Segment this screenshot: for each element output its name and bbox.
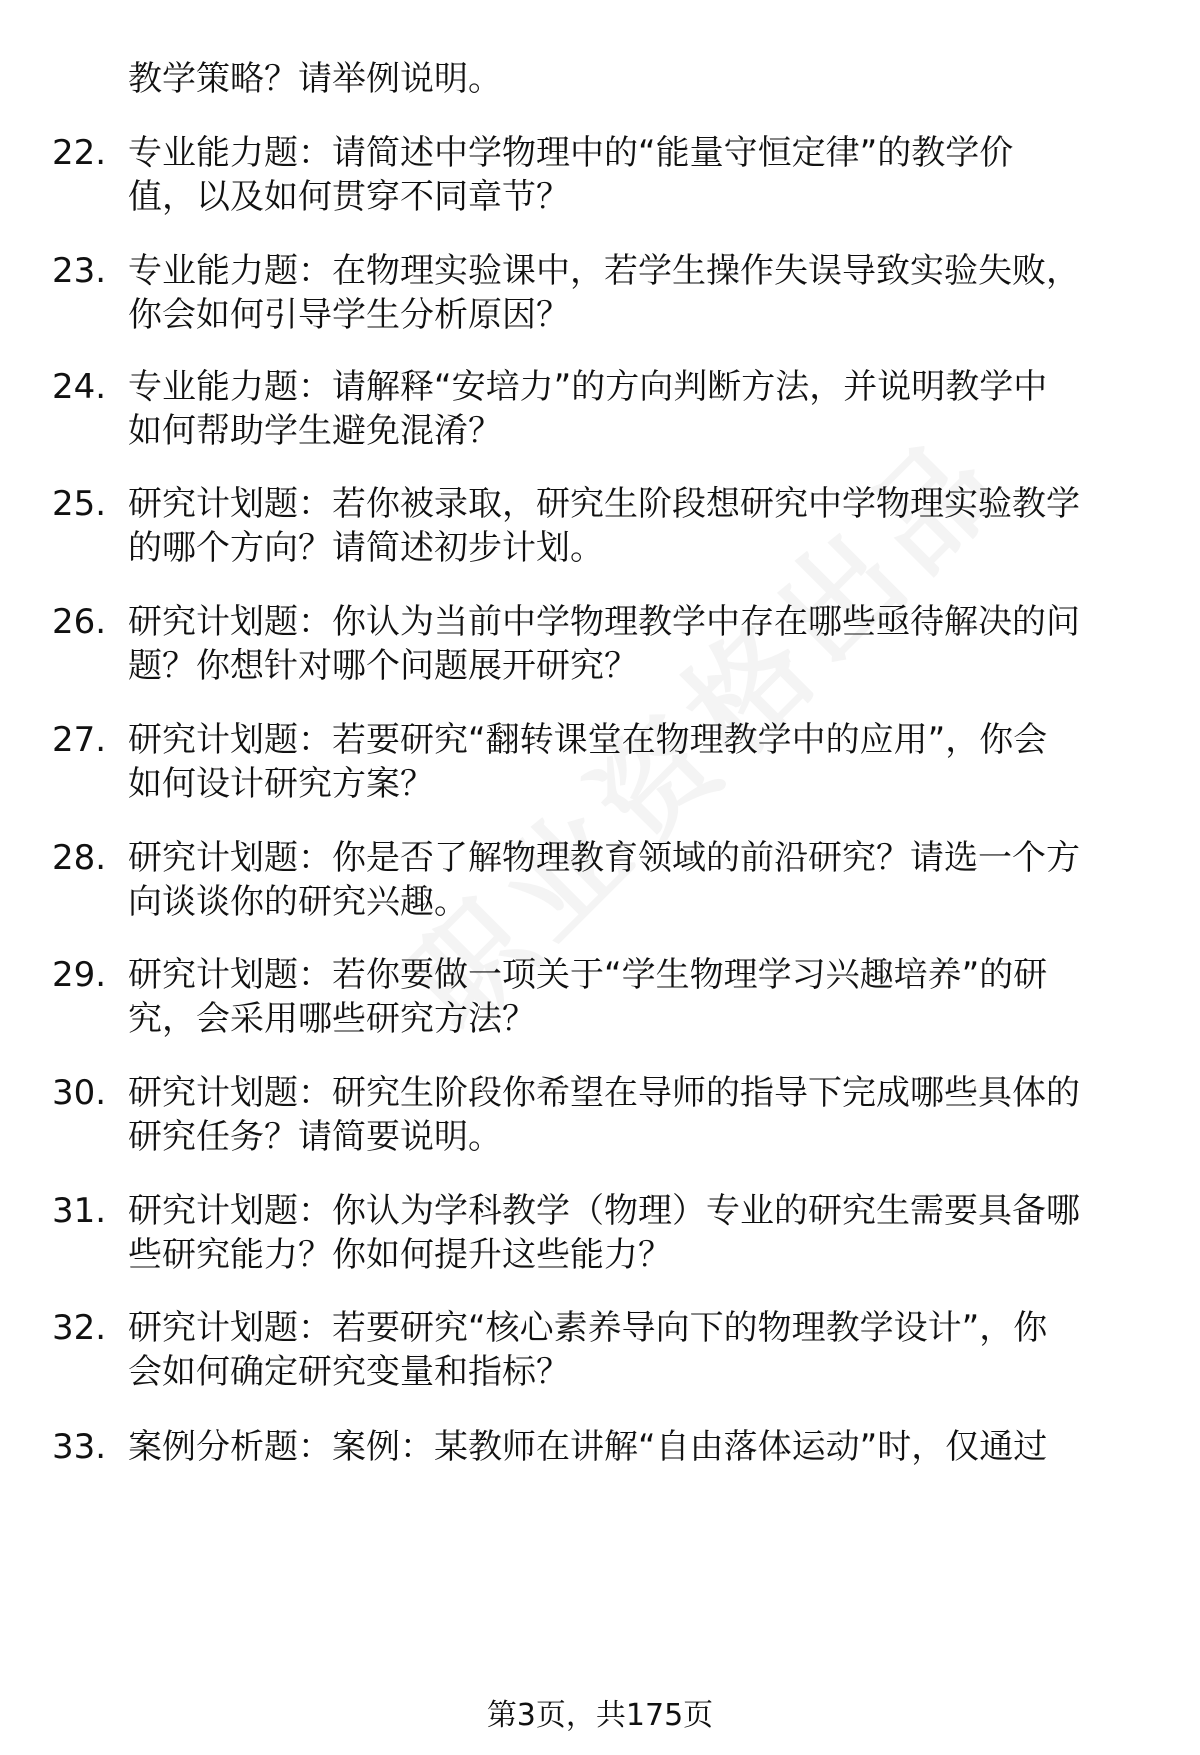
question-line: 你会如何引导学生分析原因？ [128,295,570,335]
question-line: 会如何确定研究变量和指标？ [128,1352,570,1392]
question-number: 29. [52,955,107,995]
question-number: 30. [52,1073,107,1113]
question-number: 25. [52,484,107,524]
question-line: 专业能力题：请简述中学物理中的“能量守恒定律”的教学价 [128,133,1014,173]
question-number: 33. [52,1427,107,1467]
question-line: 如何设计研究方案？ [128,764,434,804]
question-line: 研究任务？请简要说明。 [128,1117,502,1157]
question-line: 向谈谈你的研究兴趣。 [128,882,468,922]
question-line: 专业能力题：在物理实验课中，若学生操作失误导致实验失败， [128,251,1080,291]
question-number: 28. [52,838,107,878]
question-number: 23. [52,251,107,291]
question-number: 26. [52,602,107,642]
question-line: 研究计划题：若你要做一项关于“学生物理学习兴趣培养”的研 [128,955,1048,995]
question-line: 究，会采用哪些研究方法？ [128,999,536,1039]
question-line: 研究计划题：你是否了解物理教育领域的前沿研究？请选一个方 [128,838,1080,878]
question-number: 27. [52,720,107,760]
question-line: 研究计划题：研究生阶段你希望在导师的指导下完成哪些具体的 [128,1073,1080,1113]
question-line: 专业能力题：请解释“安培力”的方向判断方法，并说明教学中 [128,367,1048,407]
question-number: 31. [52,1191,107,1231]
question-line: 题？你想针对哪个问题展开研究？ [128,646,638,686]
question-line: 研究计划题：若要研究“翻转课堂在物理教学中的应用”，你会 [128,720,1048,760]
continued-line: 教学策略？请举例说明。 [128,59,502,99]
question-line: 些研究能力？你如何提升这些能力？ [128,1235,672,1275]
question-line: 研究计划题：你认为当前中学物理教学中存在哪些亟待解决的问 [128,602,1080,642]
question-line: 研究计划题：若你被录取，研究生阶段想研究中学物理实验教学 [128,484,1080,524]
question-line: 研究计划题：若要研究“核心素养导向下的物理教学设计”，你 [128,1308,1048,1348]
question-line: 值，以及如何贯穿不同章节？ [128,177,570,217]
question-number: 22. [52,133,107,173]
question-line: 研究计划题：你认为学科教学（物理）专业的研究生需要具备哪 [128,1191,1080,1231]
question-line: 案例分析题：案例：某教师在讲解“自由落体运动”时，仅通过 [128,1427,1048,1467]
question-number: 32. [52,1308,107,1348]
question-line: 如何帮助学生避免混淆？ [128,411,502,451]
question-line: 的哪个方向？请简述初步计划。 [128,528,604,568]
page-footer: 第3页，共175页 [486,1698,714,1733]
question-number: 24. [52,367,107,407]
